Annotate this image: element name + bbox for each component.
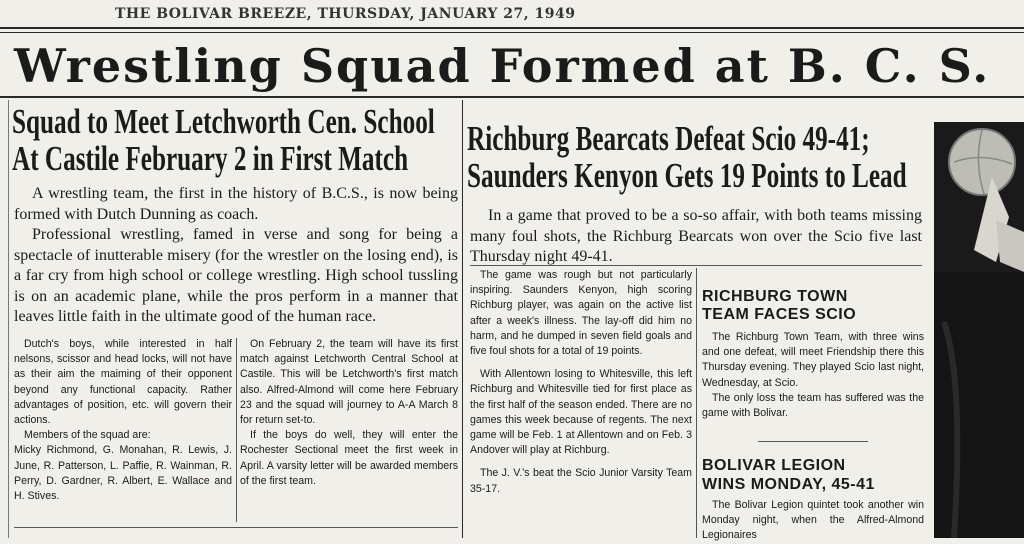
right-body-paragraph: The game was rough but not particularly inspiring. Saunders Kenyon, high scoring Richburg player, was again on the active list after a week's illness. The lay-off did him no harm, and he dumped in seven field goals and five foul shots for a total of 19 points. [470, 269, 692, 358]
left-lead-paragraph: Professional wrestling, famed in verse and song for being a spectacle of inutterable misery (for the wrestler on the losing end), is a far cry from high school or college wrestling. High school tussling is on an academic plane, while the pros perform in a manner that leaves little faith in the ultimate good of the human race. [14, 226, 458, 325]
banner-rule [0, 96, 1024, 98]
right-headline-line2: Saunders Kenyon Gets 19 Points to Lead [467, 156, 907, 195]
masthead-rule-thin [0, 32, 1024, 33]
left-lead [14, 184, 458, 328]
right-lead [470, 206, 922, 268]
legion-headline-line2: WINS MONDAY, 45-41 [702, 476, 875, 493]
right-inner-divider [696, 268, 697, 538]
right-body [470, 268, 692, 497]
legion-body [702, 498, 924, 544]
right-lead-rule [470, 265, 922, 266]
story-divider [758, 441, 868, 442]
left-column-divider [236, 338, 237, 522]
left-column-1 [14, 337, 232, 504]
left-column-2 [240, 337, 458, 489]
running-head: THE BOLIVAR BREEZE, THURSDAY, JANUARY 27, 1949 [115, 6, 576, 22]
masthead-rule [0, 27, 1024, 29]
town-team-headline-line2: TEAM FACES SCIO [702, 306, 857, 323]
left-headline-line2: At Castile February 2 in First Match [12, 139, 409, 178]
banner-headline: Wrestling Squad Formed at B. C. S. [14, 39, 991, 93]
left-col1-paragraph: Dutch's boys, while interested in half nelsons, scissor and head locks, will not have as their aim the maiming of their opponent beyond any functional capacity. Rather advantages of position, etc. will govern their actions. [14, 338, 232, 427]
town-team-paragraph: The only loss the team has suffered was the game with Bolivar. [702, 391, 924, 420]
left-col2-paragraph: On February 2, the team will have its first match against Letchworth Central School at Castile. This will be Letchworth's first match also. Alfred-Almond will come here February 23 and the squad will journey to A-A March 8 for return set-to. [240, 338, 458, 427]
legion-paragraph: The Bolivar Legion quintet took another win Monday night, when the Alfred-Almond Legionaires [702, 499, 924, 542]
legion-headline-line1: BOLIVAR LEGION [702, 457, 846, 474]
left-col1-paragraph: Members of the squad are: [24, 429, 151, 442]
column-rule [462, 100, 463, 538]
left-lead-paragraph: A wrestling team, the first in the history of B.C.S., is now being formed with Dutch Dunning as coach. [14, 185, 458, 223]
right-body-paragraph: With Allentown losing to Whitesville, this left Richburg and Whitesville tied for first place as the first half of the season ended. There are no games this week because of regents. The next game will be Feb. 1 at Allentown and on Feb. 3 Andover will play at Richburg. [470, 368, 692, 457]
player-photo [934, 122, 1024, 538]
left-headline-line1: Squad to Meet Letchworth Cen. School [12, 102, 435, 141]
basketball-player-icon [934, 122, 1024, 538]
left-story-end-rule [14, 527, 458, 528]
squad-members: Micky Richmond, G. Monahan, R. Lewis, J. June, R. Patterson, L. Paffie, R. Wainman, R. Perry, D. Gardner, R. Albert, E. Wallace and H. Stives. [14, 444, 232, 503]
town-team-headline-line1: RICHBURG TOWN [702, 288, 848, 305]
right-headline-line1: Richburg Bearcats Defeat Scio 49-41; [467, 119, 870, 158]
page-edge-rule [8, 100, 9, 538]
town-team-paragraph: The Richburg Town Team, with three wins and one defeat, will meet Friendship there this Thursday evening. They played Scio last night, Wednesday, at Scio. [702, 331, 924, 389]
right-lead-paragraph: In a game that proved to be a so-so affair, with both teams missing many foul shots, the Richburg Bearcats won over the Scio five last Thursday night 49-41. [470, 207, 922, 265]
right-body-paragraph: The J. V.'s beat the Scio Junior Varsity Team 35-17. [470, 467, 692, 495]
left-col2-paragraph: If the boys do well, they will enter the Rochester Sectional meet the first week in April. A varsity letter will be awarded members of the first team. [240, 429, 458, 487]
town-team-body [702, 330, 924, 421]
